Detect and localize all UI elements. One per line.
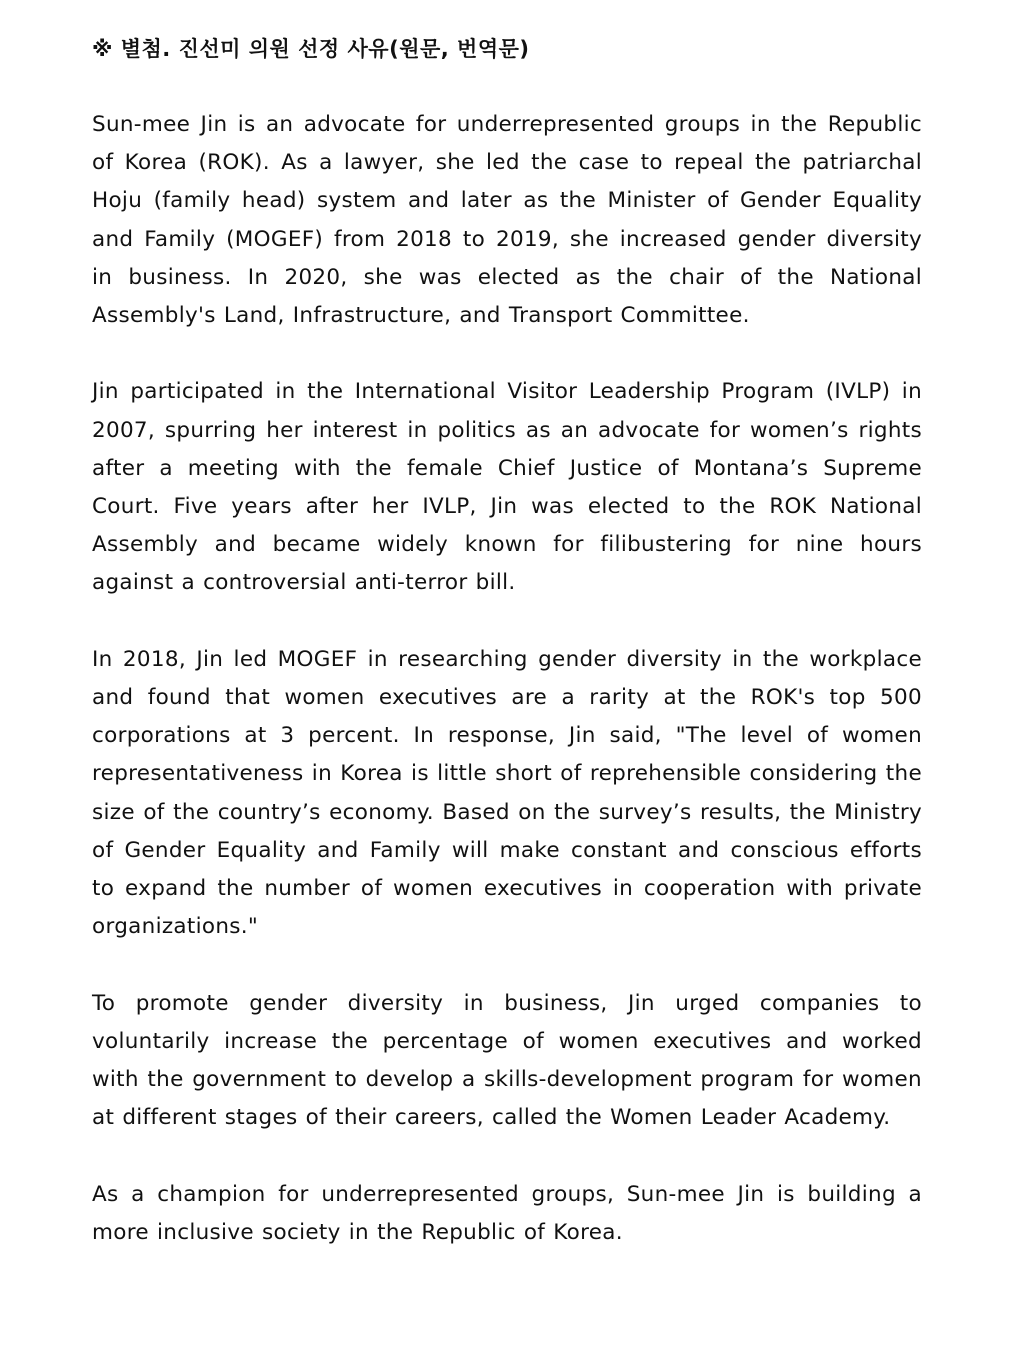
- paragraph-ivlp: Jin participated in the International Visitor Leadership Program (IVLP) in 2007, spurring her interest in politics as an advocate for women’s rights after a meeting with the female Chief Justice of Montana’s Supreme Court. Five years after her IVLP, Jin was elected to the ROK National Assembly and became widely known for filibustering for nine hours against a controversial anti-terror bill.: [92, 379, 922, 596]
- paragraph-mogef-research: In 2018, Jin led MOGEF in researching gender diversity in the workplace and found that women executives are a rarity at the ROK's top 500 corporations at 3 percent. In response, Jin said, "The level of women representativeness in Korea is little short of reprehensible considering the size of the country’s economy. Based on the survey’s results, the Ministry of Gender Equality and Family will make constant and conscious efforts to expand the number of women executives in cooperation with private organizations.": [92, 646, 922, 940]
- paragraph-intro: Sun-mee Jin is an advocate for underrepresented groups in the Republic of Korea (ROK). As a lawyer, she led the case to repeal the patriarchal Hoju (family head) system and later as the Minister of Gender Equality and Family (MOGEF) from 2018 to 2019, she increased gender diversity in business. In 2020, she was elected as the chair of the National Assembly's Land, Infrastructure, and Transport Committee.: [92, 112, 922, 329]
- document-heading: ※ 별첨. 진선미 의원 선정 사유(원문, 번역문): [92, 37, 530, 61]
- document-page: [92, 30, 922, 1290]
- paragraph-gender-diversity: To promote gender diversity in business, Jin urged companies to voluntarily increase the percentage of women executives and worked with the government to develop a skills-development program for women at different stages of their careers, called the Women Leader Academy.: [92, 990, 922, 1131]
- paragraph-conclusion: As a champion for underrepresented groups, Sun-mee Jin is building a more inclusive society in the Republic of Korea.: [92, 1181, 922, 1245]
